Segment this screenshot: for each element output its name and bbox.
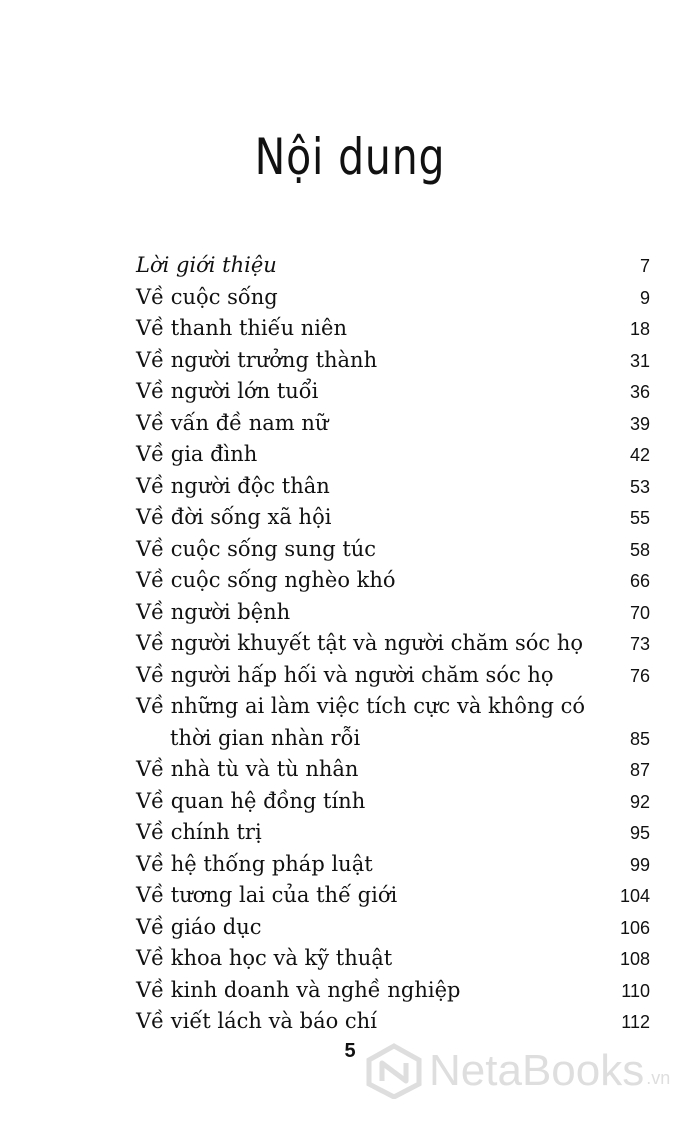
watermark-text: NetaBooks xyxy=(429,1046,645,1095)
toc-entry-page: 36 xyxy=(629,382,650,402)
toc-entry-page: 108 xyxy=(619,949,650,969)
page-title: Nội dung xyxy=(254,128,446,186)
toc-entry-page: 31 xyxy=(629,350,650,371)
toc-entry-page: 87 xyxy=(629,760,650,780)
toc-entry-label: Về viết lách và báo chí xyxy=(136,1009,377,1033)
toc-entry-page: 106 xyxy=(619,917,650,938)
table-of-contents xyxy=(136,250,650,1038)
toc-entry-page: 112 xyxy=(621,1012,650,1032)
toc-entry xyxy=(136,502,650,534)
toc-entry-label: Về đời sống xã hội xyxy=(136,505,332,529)
toc-entry-label: Về người lớn tuổi xyxy=(136,379,319,403)
toc-entry xyxy=(136,282,650,314)
watermark xyxy=(365,1043,685,1099)
toc-entry xyxy=(136,943,650,975)
toc-entry xyxy=(136,565,650,597)
netabooks-logo-icon xyxy=(365,1043,423,1099)
toc-entry-page: 9 xyxy=(639,287,650,308)
toc-entry xyxy=(136,408,650,440)
toc-entry-page: 76 xyxy=(629,665,650,686)
toc-entry-label: Về hệ thống pháp luật xyxy=(136,851,373,876)
toc-entry xyxy=(136,880,650,912)
toc-entry-page: 39 xyxy=(629,413,650,434)
toc-entry-label: Về chính trị xyxy=(136,820,262,844)
toc-entry-label: Về người độc thân xyxy=(136,473,330,498)
toc-entry xyxy=(136,786,650,818)
toc-entry xyxy=(136,534,650,566)
toc-entry xyxy=(136,691,650,723)
toc-entry xyxy=(136,975,650,1007)
toc-entry-page: 92 xyxy=(629,791,650,812)
watermark-suffix: .vn xyxy=(646,1067,671,1088)
toc-entry xyxy=(136,250,650,282)
toc-entry-label: Về những ai làm việc tích cực và không có xyxy=(136,694,585,718)
toc-entry xyxy=(136,376,650,408)
toc-entry-label: Về cuộc sống nghèo khó xyxy=(136,568,396,592)
toc-entry-page: 110 xyxy=(621,980,650,1001)
toc-entry xyxy=(136,345,650,377)
toc-entry-label: Về người hấp hối và người chăm sóc họ xyxy=(136,662,554,687)
toc-entry-label: Về nhà tù và tù nhân xyxy=(136,757,359,781)
toc-entry-label: Về quan hệ đồng tính xyxy=(136,788,366,813)
toc-entry-label: Về khoa học và kỹ thuật xyxy=(136,946,393,970)
toc-entry xyxy=(136,1006,650,1038)
toc-entry-label: Về cuộc sống xyxy=(136,284,278,309)
toc-entry xyxy=(136,849,650,881)
toc-entry-label: thời gian nhàn rỗi xyxy=(170,725,361,750)
toc-entry xyxy=(136,597,650,629)
toc-entry xyxy=(136,754,650,786)
toc-entry-page: 42 xyxy=(629,445,650,465)
toc-entry xyxy=(136,313,650,345)
toc-entry-label: Lời giới thiệu xyxy=(136,253,277,277)
toc-entry-continuation xyxy=(136,723,650,755)
toc-entry xyxy=(136,471,650,503)
toc-entry-page: 58 xyxy=(629,539,650,560)
toc-entry-page: 18 xyxy=(629,319,650,339)
toc-entry-label: Về gia đình xyxy=(136,442,258,466)
toc-entry-label: Về người bệnh xyxy=(136,599,291,624)
toc-entry-label: Về cuộc sống sung túc xyxy=(136,536,377,561)
toc-entry-label: Về giáo dục xyxy=(136,914,262,939)
toc-entry-page: 7 xyxy=(639,256,650,276)
toc-entry-page: 70 xyxy=(629,602,650,623)
toc-entry-page: 55 xyxy=(629,508,650,528)
toc-entry-label: Về tương lai của thế giới xyxy=(136,883,398,907)
toc-entry-label: Về vấn đề nam nữ xyxy=(136,410,329,435)
toc-entry xyxy=(136,817,650,849)
toc-entry-label: Về người khuyết tật và người chăm sóc họ xyxy=(136,631,584,655)
page-number: 5 xyxy=(344,1040,356,1062)
toc-entry xyxy=(136,660,650,692)
toc-entry-page: 95 xyxy=(629,823,650,843)
toc-entry-page: 53 xyxy=(629,476,650,497)
toc-entry xyxy=(136,439,650,471)
toc-entry-page: 73 xyxy=(629,634,650,654)
toc-entry xyxy=(136,912,650,944)
toc-entry-label: Về người trưởng thành xyxy=(136,347,378,372)
toc-entry xyxy=(136,628,650,660)
toc-entry-label: Về thanh thiếu niên xyxy=(136,316,347,340)
toc-entry-page: 66 xyxy=(629,571,650,591)
toc-entry-page: 104 xyxy=(619,886,650,906)
toc-entry-label: Về kinh doanh và nghề nghiệp xyxy=(136,977,461,1002)
toc-entry-page: 99 xyxy=(629,854,650,875)
toc-entry-page: 85 xyxy=(629,728,650,749)
